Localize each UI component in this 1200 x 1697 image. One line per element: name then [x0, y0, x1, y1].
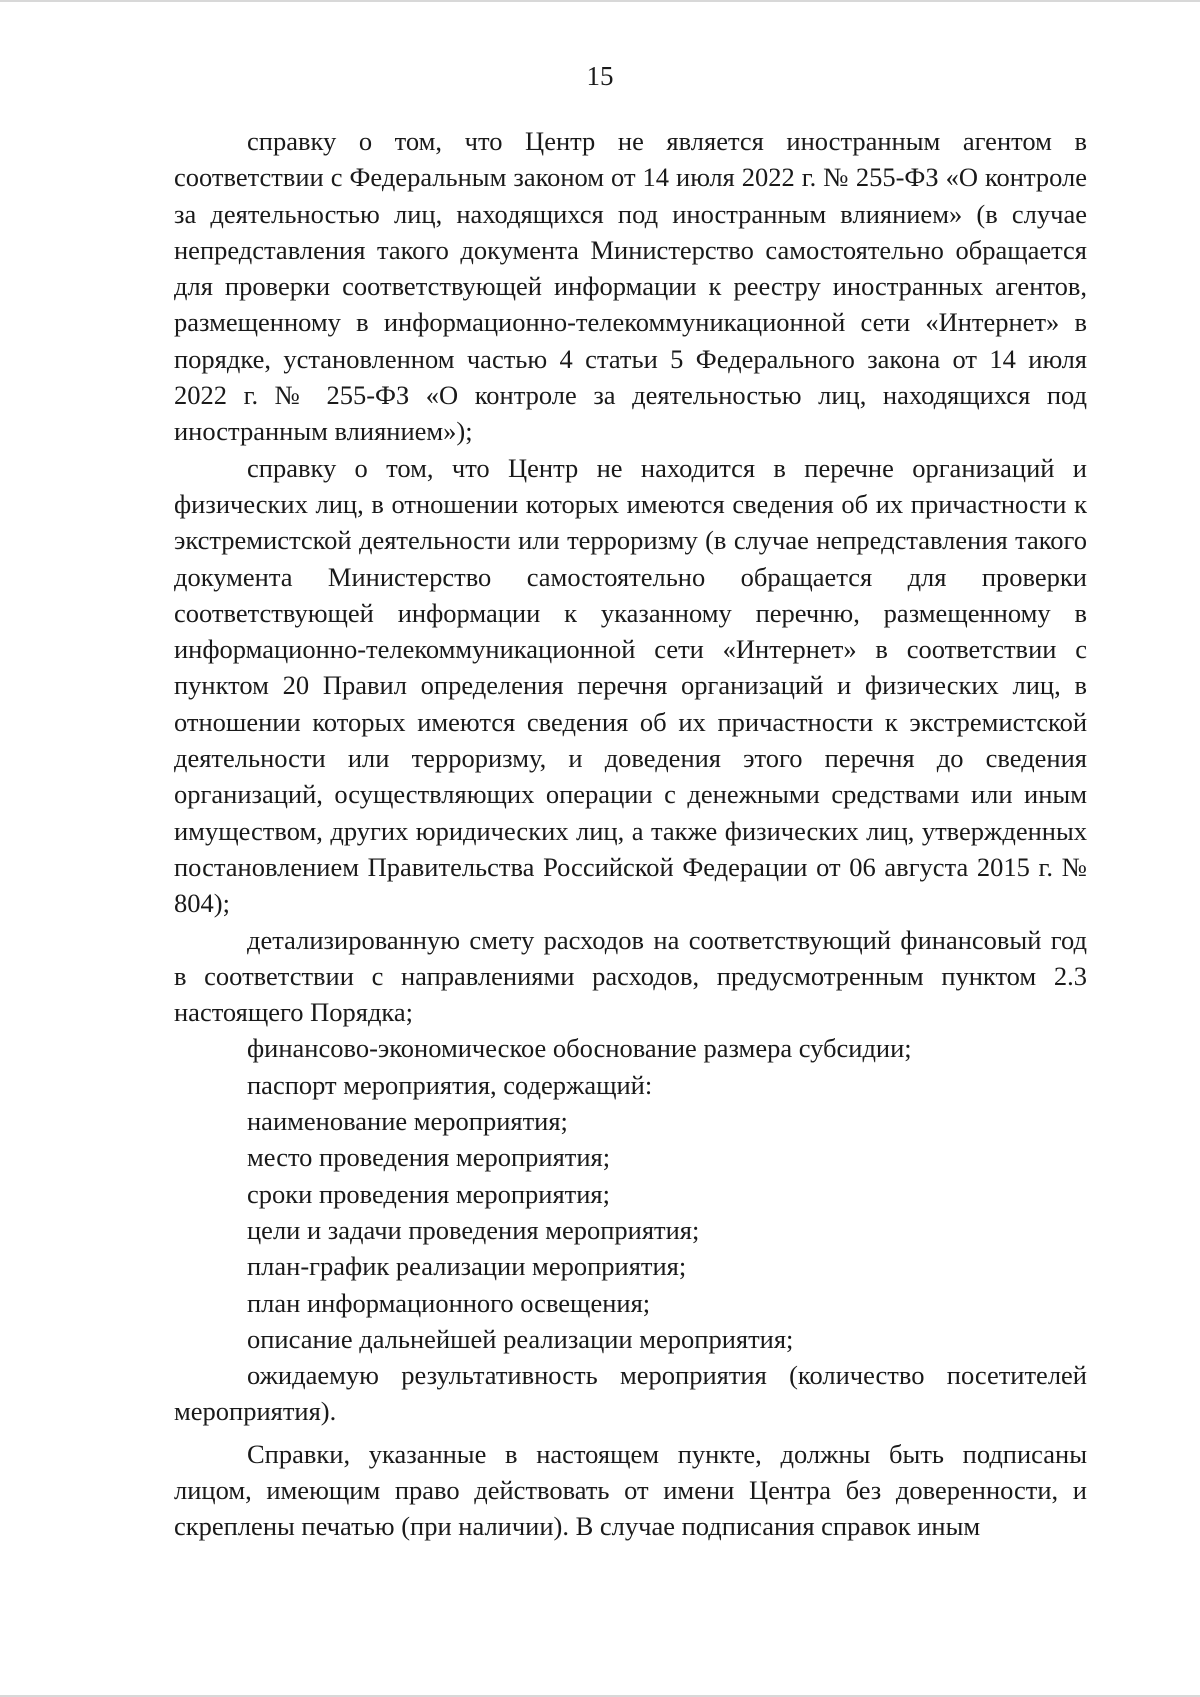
paragraph-extremism-list-certificate: справку о том, что Центр не находится в перечне организаций и физических лиц, в отношении которых имеются сведения об их причастности к экстремистской деятельности или терроризму (в случае непредставления такого документа Министерство самостоятельно обращается для проверки соответствующей информации к указанному перечню, размещенному в информационно-телекоммуникационной сети «Интернет» в соответствии с пунктом 20 Правил определения перечня организаций и физических лиц, в отношении которых имеются сведения об их причастности к экстремистской деятельности или терроризму, и доведения этого перечня до сведения организаций, осуществляющих операции с денежными средствами или иным имуществом, других юридических лиц, а также физических лиц, утвержденных постановлением Правительства Российской Федерации от 06 августа 2015 г. № 804);: [174, 452, 1087, 919]
list-item-event-dates: сроки проведения мероприятия;: [247, 1178, 610, 1209]
list-item-event-location: место проведения мероприятия;: [247, 1142, 611, 1173]
paragraph-signature-requirements: Справки, указанные в настоящем пункте, должны быть подписаны лицом, имеющим право действовать от имени Центра без доверенности, и скреплены печатью (при наличии). В случае подписания справок иным: [174, 1438, 1087, 1542]
list-item-event-schedule: план-график реализации мероприятия;: [247, 1251, 687, 1282]
document-body: [174, 123, 1087, 1545]
list-item-event-name: наименование мероприятия;: [247, 1106, 568, 1137]
list-item-further-implementation: описание дальнейшей реализации мероприятия;: [247, 1323, 794, 1354]
list-item-event-passport: паспорт мероприятия, содержащий:: [247, 1069, 653, 1100]
scan-edge-top: [0, 0, 1200, 2]
paragraph-cost-estimate: детализированную смету расходов на соответствующий финансовый год в соответствии с направлениями расходов, предусмотренным пунктом 2.3 настоящего Порядка;: [174, 924, 1087, 1028]
paragraph-foreign-agent-certificate: справку о том, что Центр не является иностранным агентом в соответствии с Федеральным законом от 14 июля 2022 г. № 255-ФЗ «О контроле за деятельностью лиц, находящихся под иностранным влиянием» (в случае непредставления такого документа Министерство самостоятельно обращается для проверки соответствующей информации к реестру иностранных агентов, размещенному в информационно-телекоммуникационной сети «Интернет» в порядке, установленном частью 4 статьи 5 Федерального закона от 14 июля 2022 г. № 255-ФЗ «О контроле за деятельностью лиц, находящихся под иностранным влиянием»);: [174, 126, 1087, 447]
list-item-media-plan: план информационного освещения;: [247, 1287, 651, 1318]
paragraph-expected-results: ожидаемую результативность мероприятия (количество посетителей мероприятия).: [174, 1360, 1087, 1427]
list-item-financial-justification: финансово-экономическое обоснование размера субсидии;: [247, 1033, 912, 1064]
page-number: 15: [586, 61, 614, 91]
list-item-event-goals: цели и задачи проведения мероприятия;: [247, 1214, 700, 1245]
